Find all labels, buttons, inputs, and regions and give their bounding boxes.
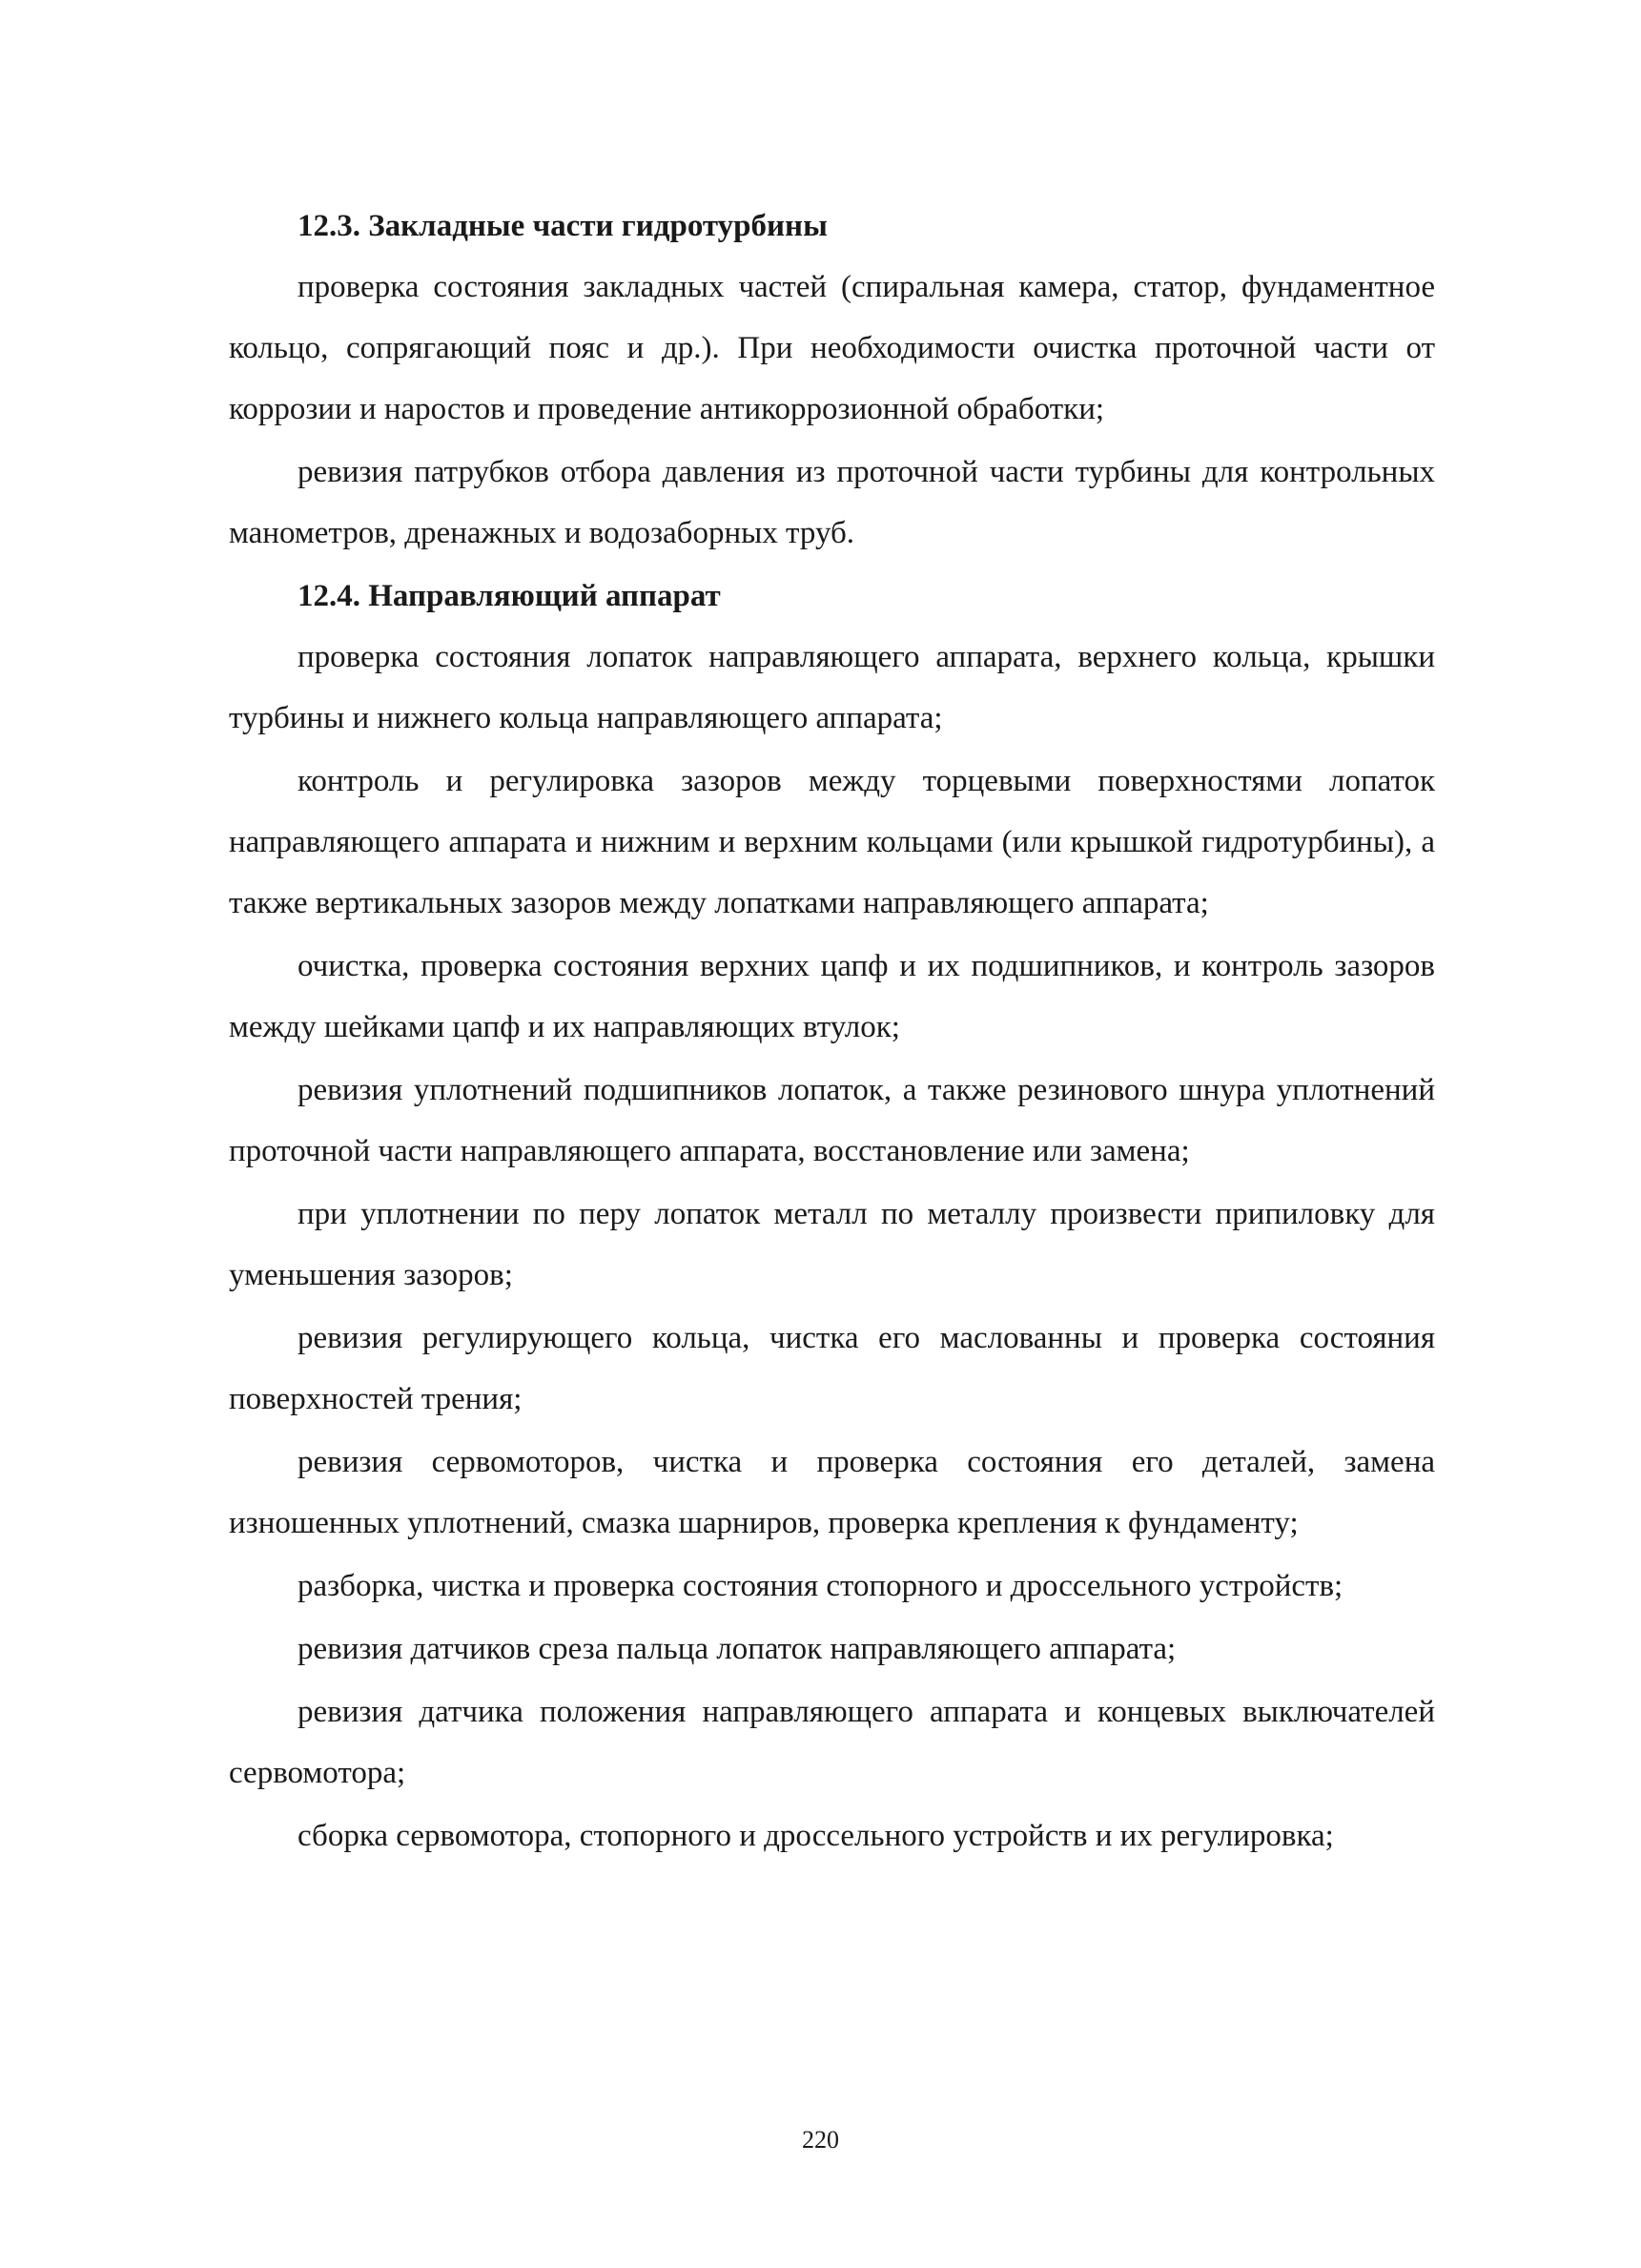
section-heading-12-3: 12.3. Закладные части гидротурбины	[297, 209, 828, 243]
paragraph: проверка состояния закладных частей (спиральная камера, статор, фундаментное кольцо, сопрягающий пояс и др.). При необходимости очистка проточной части от коррозии и наростов и проведение антикоррозионной обработки;	[229, 270, 1435, 426]
page-number: 220	[802, 2126, 839, 2154]
paragraph: при уплотнении по перу лопаток металл по металлу произвести припиловку для уменьшения зазоров;	[229, 1197, 1435, 1292]
paragraph: разборка, чистка и проверка состояния стопорного и дроссельного устройств;	[297, 1569, 1344, 1603]
paragraph: сборка сервомотора, стопорного и дроссельного устройств и их регулировка;	[297, 1819, 1334, 1853]
paragraph: ревизия регулирующего кольца, чистка его маслованны и проверка состояния поверхностей трения;	[229, 1321, 1435, 1416]
paragraph: ревизия уплотнений подшипников лопаток, а также резинового шнура уплотнений проточной части направляющего аппарата, восстановление или замена;	[229, 1073, 1435, 1168]
paragraph: ревизия сервомоторов, чистка и проверка состояния его деталей, замена изношенных уплотнений, смазка шарниров, проверка крепления к фундаменту;	[229, 1445, 1435, 1540]
paragraph: ревизия патрубков отбора давления из проточной части турбины для контрольных манометров, дренажных и водозаборных труб.	[229, 455, 1435, 550]
paragraph: контроль и регулировка зазоров между торцевыми поверхностями лопаток направляющего аппарата и нижним и верхним кольцами (или крышкой гидротурбины), а также вертикальных зазоров между лопатками направляющего аппарата;	[229, 764, 1435, 920]
page-content	[229, 196, 1435, 1868]
paragraph: очистка, проверка состояния верхних цапф и их подшипников, и контроль зазоров между шейками цапф и их направляющих втулок;	[229, 949, 1435, 1044]
paragraph: проверка состояния лопаток направляющего аппарата, верхнего кольца, крышки турбины и нижнего кольца направляющего аппарата;	[229, 640, 1435, 735]
paragraph: ревизия датчиков среза пальца лопаток направляющего аппарата;	[297, 1632, 1177, 1666]
paragraph: ревизия датчика положения направляющего аппарата и концевых выключателей сервомотора;	[229, 1695, 1435, 1790]
section-heading-12-4: 12.4. Направляющий аппарат	[297, 579, 721, 613]
